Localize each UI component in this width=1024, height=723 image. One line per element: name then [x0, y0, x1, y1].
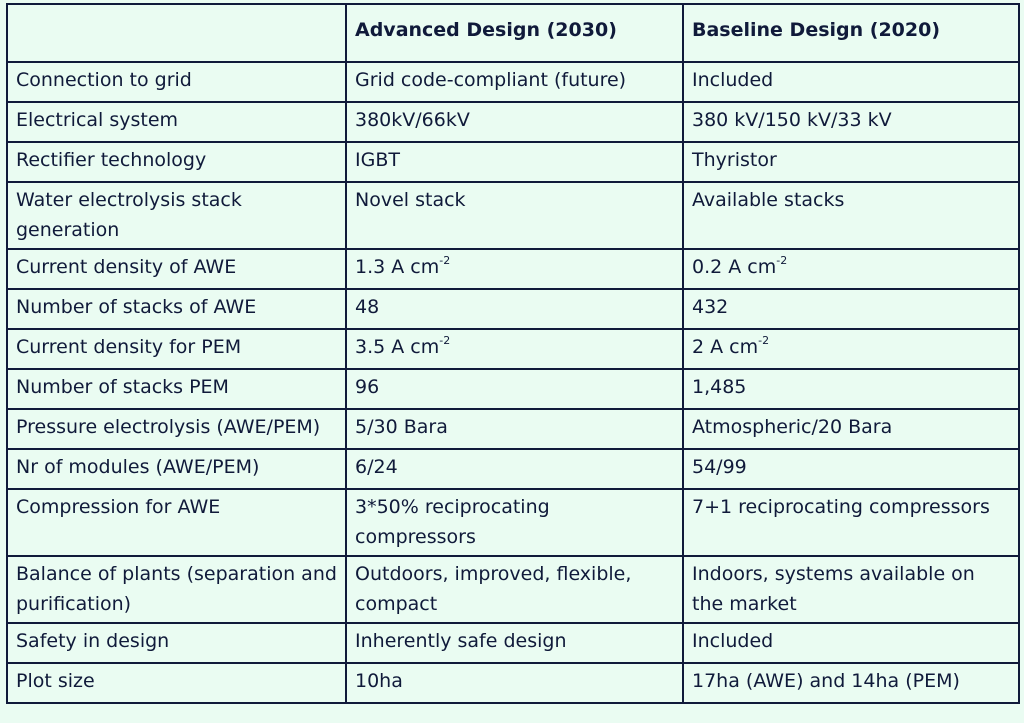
parameter-cell: Balance of plants (separation and purification)	[7, 556, 346, 623]
parameter-cell: Plot size	[7, 663, 346, 703]
baseline-cell: Thyristor	[683, 142, 1019, 182]
table-row	[7, 329, 1019, 369]
table-row	[7, 369, 1019, 409]
advanced-cell: Novel stack	[346, 182, 683, 249]
parameter-cell: Water electrolysis stack generation	[7, 182, 346, 249]
header-cell-baseline: Baseline Design (2020)	[683, 4, 1019, 62]
parameter-cell: Connection to grid	[7, 62, 346, 102]
advanced-cell: Grid code-compliant (future)	[346, 62, 683, 102]
baseline-cell	[683, 329, 1019, 369]
table-row	[7, 556, 1019, 623]
table-row	[7, 409, 1019, 449]
table-row	[7, 623, 1019, 663]
advanced-cell: Outdoors, improved, flexible, compact	[346, 556, 683, 623]
header-cell-parameter	[7, 4, 346, 62]
advanced-cell: 380kV/66kV	[346, 102, 683, 142]
baseline-cell: Indoors, systems available on the market	[683, 556, 1019, 623]
advanced-cell: 48	[346, 289, 683, 329]
advanced-cell	[346, 249, 683, 289]
table-row	[7, 102, 1019, 142]
parameter-cell: Electrical system	[7, 102, 346, 142]
baseline-cell: 380 kV/150 kV/33 kV	[683, 102, 1019, 142]
baseline-cell: Available stacks	[683, 182, 1019, 249]
baseline-cell: Included	[683, 62, 1019, 102]
table-row	[7, 182, 1019, 249]
baseline-cell	[683, 249, 1019, 289]
parameter-cell: Compression for AWE	[7, 489, 346, 556]
exponent: -2	[776, 253, 788, 267]
advanced-cell: 5/30 Bara	[346, 409, 683, 449]
header-cell-advanced: Advanced Design (2030)	[346, 4, 683, 62]
table-row	[7, 249, 1019, 289]
baseline-cell: 54/99	[683, 449, 1019, 489]
parameter-cell: Current density for PEM	[7, 329, 346, 369]
parameter-cell: Number of stacks of AWE	[7, 289, 346, 329]
table-header-row	[7, 4, 1019, 62]
table-row	[7, 663, 1019, 703]
exponent: -2	[439, 333, 451, 347]
advanced-cell: 6/24	[346, 449, 683, 489]
value-text: 1.3 A cm	[355, 256, 440, 278]
baseline-cell: Included	[683, 623, 1019, 663]
value-text: 2 A cm	[692, 336, 759, 358]
exponent: -2	[439, 253, 451, 267]
table-row	[7, 449, 1019, 489]
parameter-cell: Safety in design	[7, 623, 346, 663]
value-text: 3.5 A cm	[355, 336, 440, 358]
baseline-cell: 1,485	[683, 369, 1019, 409]
exponent: -2	[758, 333, 770, 347]
baseline-cell: 7+1 reciprocating compressors	[683, 489, 1019, 556]
table-row	[7, 62, 1019, 102]
baseline-cell: 17ha (AWE) and 14ha (PEM)	[683, 663, 1019, 703]
table-row	[7, 289, 1019, 329]
parameter-cell: Current density of AWE	[7, 249, 346, 289]
baseline-cell: Atmospheric/20 Bara	[683, 409, 1019, 449]
parameter-cell: Number of stacks PEM	[7, 369, 346, 409]
parameter-cell: Pressure electrolysis (AWE/PEM)	[7, 409, 346, 449]
advanced-cell: IGBT	[346, 142, 683, 182]
design-comparison-table	[6, 3, 1020, 704]
table-row	[7, 142, 1019, 182]
advanced-cell: Inherently safe design	[346, 623, 683, 663]
parameter-cell: Nr of modules (AWE/PEM)	[7, 449, 346, 489]
advanced-cell	[346, 329, 683, 369]
advanced-cell: 10ha	[346, 663, 683, 703]
parameter-cell: Rectifier technology	[7, 142, 346, 182]
table-row	[7, 489, 1019, 556]
baseline-cell: 432	[683, 289, 1019, 329]
value-text: 0.2 A cm	[692, 256, 777, 278]
advanced-cell: 96	[346, 369, 683, 409]
advanced-cell: 3*50% reciprocating compressors	[346, 489, 683, 556]
